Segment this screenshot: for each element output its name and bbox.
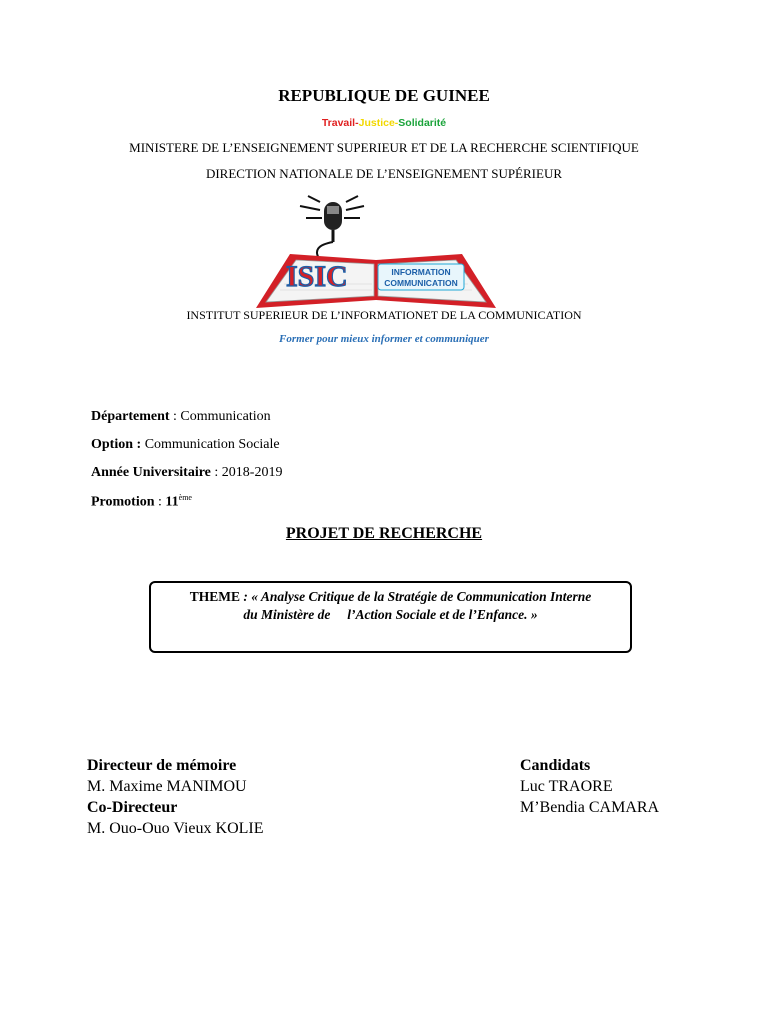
department-label: Département bbox=[91, 409, 170, 424]
project-heading: PROJET DE RECHERCHE bbox=[285, 525, 483, 542]
logo-acronym: ISIC bbox=[286, 260, 348, 293]
institute-name: INSTITUT SUPERIEUR DE L’INFORMATIONET DE LA COMMUNICATION bbox=[186, 308, 582, 322]
field-separator: : bbox=[154, 494, 166, 510]
theme-box bbox=[149, 581, 632, 653]
theme-line-1 bbox=[157, 588, 624, 606]
option-label: Option : bbox=[91, 437, 142, 452]
codirector-title: Co-Directeur bbox=[87, 799, 178, 816]
theme-label: THEME bbox=[189, 589, 240, 604]
ministry-heading: MINISTERE DE L’ENSEIGNEMENT SUPERIEUR ET DE LA RECHERCHE SCIENTIFIQUE bbox=[129, 140, 639, 155]
option-field bbox=[91, 437, 280, 453]
direction-heading: DIRECTION NATIONALE DE L’ENSEIGNEMENT SUPÉRIEUR bbox=[205, 166, 563, 181]
candidates-title: Candidats bbox=[520, 757, 591, 774]
promotion-label: Promotion bbox=[91, 494, 155, 510]
director-name: M. Maxime MANIMOU bbox=[87, 778, 247, 795]
academic-year-label: Année Universitaire bbox=[91, 465, 211, 480]
motto-work: Travail bbox=[321, 117, 356, 129]
department-value: Communication bbox=[180, 409, 271, 424]
option-value: Communication Sociale bbox=[144, 437, 280, 452]
motto-solidarity: Solidarité bbox=[398, 117, 447, 129]
candidate-name-2: M’Bendia CAMARA bbox=[520, 799, 660, 816]
codirector-name: M. Ouo-Ouo Vieux KOLIE bbox=[87, 820, 264, 837]
academic-year-value: 2018-2019 bbox=[221, 465, 283, 480]
theme-text-2: du Ministère de l’Action Sociale et de l’Enfance. » bbox=[243, 607, 538, 622]
institute-slogan: Former pour mieux informer et communiquer bbox=[279, 333, 489, 345]
page-title: REPUBLIQUE DE GUINEE bbox=[278, 86, 490, 105]
logo-line-communication: COMMUNICATION bbox=[384, 278, 458, 288]
theme-text-1: : « Analyse Critique de la Stratégie de Communication Interne bbox=[239, 589, 592, 604]
director-title: Directeur de mémoire bbox=[87, 757, 237, 774]
field-separator: : bbox=[169, 409, 181, 424]
supervisors-block bbox=[87, 755, 264, 839]
candidate-name-1: Luc TRAORE bbox=[520, 778, 613, 795]
academic-year-field bbox=[91, 465, 282, 481]
department-field bbox=[91, 409, 271, 425]
isic-logo bbox=[250, 190, 502, 312]
motto-justice: Justice bbox=[358, 117, 395, 129]
candidates-block bbox=[520, 755, 659, 818]
promotion-field bbox=[91, 493, 192, 511]
promotion-value: 11 bbox=[165, 494, 179, 510]
logo-line-information: INFORMATION bbox=[391, 267, 451, 277]
motto-separator: - bbox=[355, 117, 359, 129]
promotion-suffix: ème bbox=[178, 493, 192, 502]
field-separator: : bbox=[210, 465, 222, 480]
motto-separator: - bbox=[394, 117, 399, 129]
national-motto bbox=[0, 117, 768, 129]
